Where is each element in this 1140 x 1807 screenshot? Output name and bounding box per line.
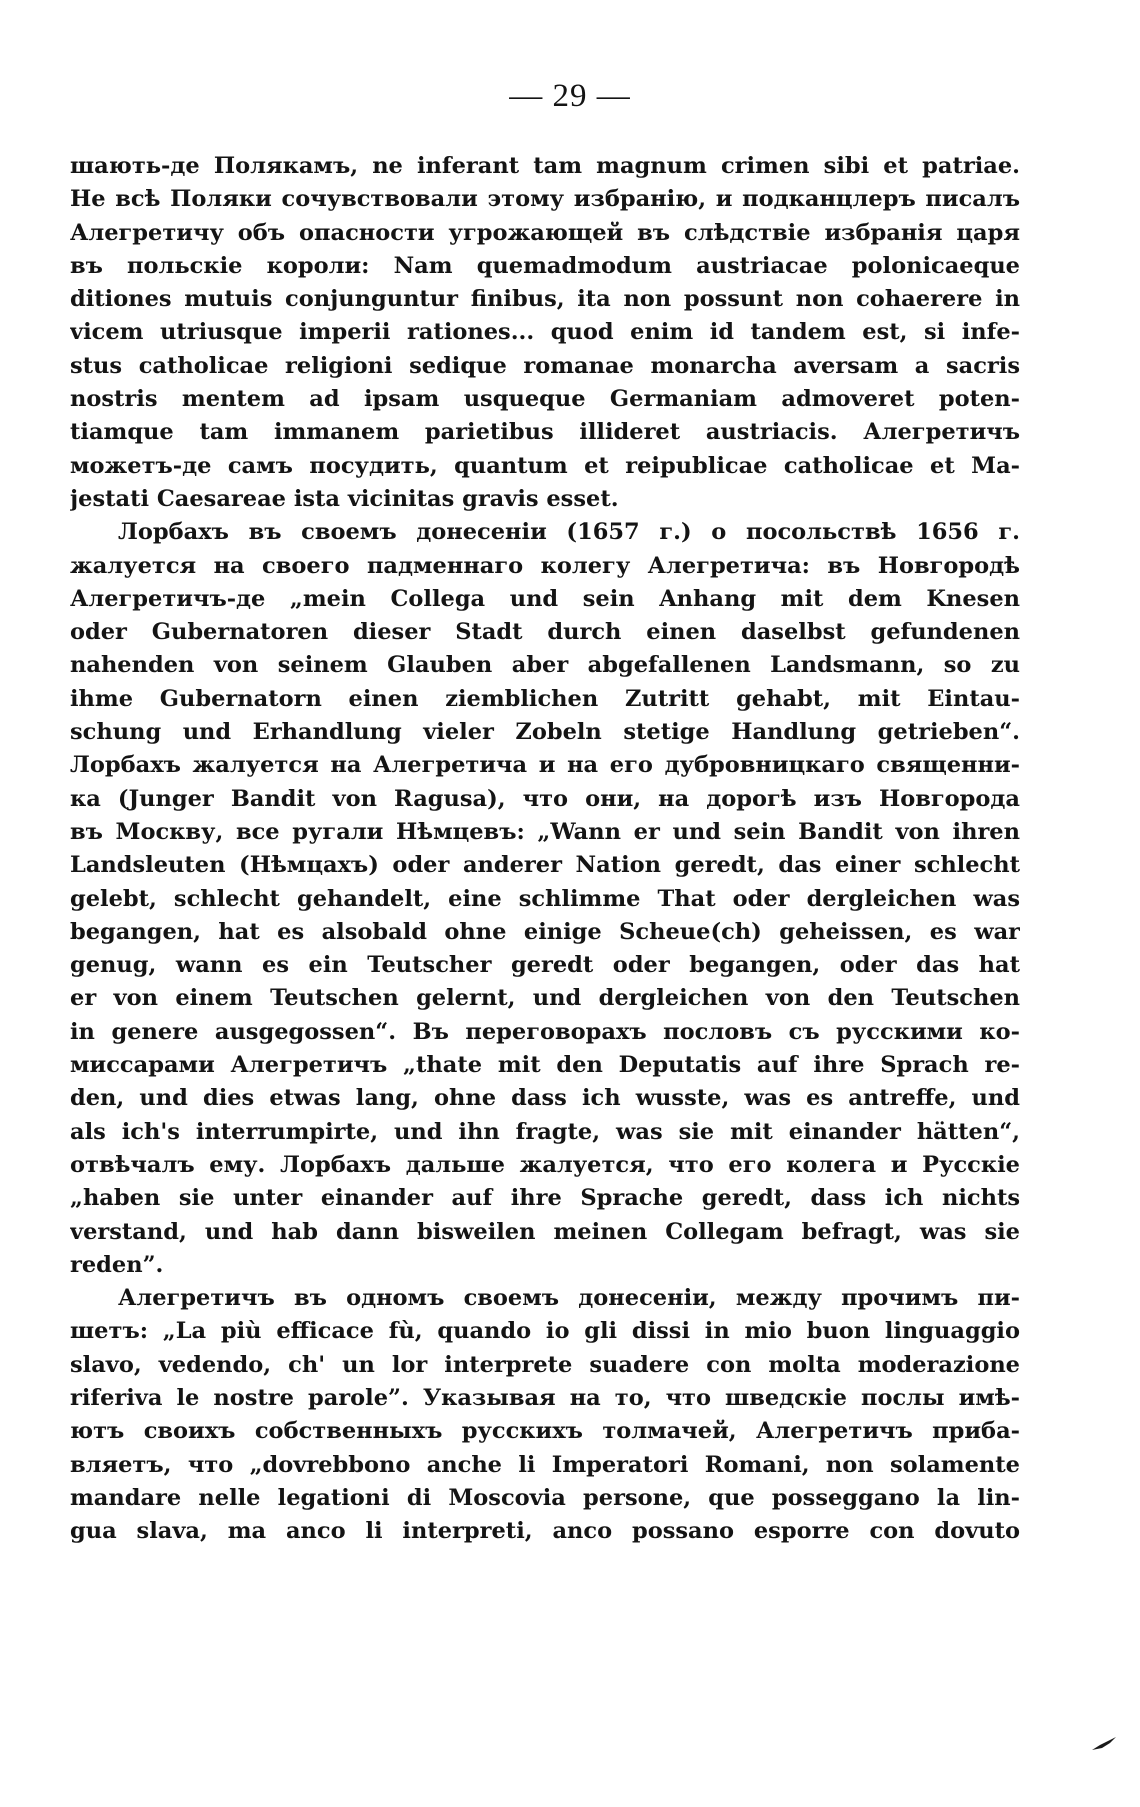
- text-line: nostris mentem ad ipsam usqueque Germaniam admoveret poten-: [70, 386, 1020, 413]
- text-line: als ich's interrumpirte, und ihn fragte, was sie mit einander hätten“,: [70, 1118, 1020, 1145]
- text-line: шають-де Полякамъ, ne inferant tam magnum crimen sibi et patriae.: [70, 153, 1020, 179]
- text-line: миссарами Алегретичъ „thate mit den Deputatis auf ihre Sprach re-: [70, 1052, 1020, 1079]
- text-line: slavo, vedendo, ch' un lor interprete suadere con molta moderazione: [70, 1351, 1020, 1378]
- text-line: in genere ausgegossen“. Въ переговорахъ пословъ съ русскими ко-: [70, 1018, 1020, 1045]
- text-line: er von einem Teutschen gelernt, und dergleichen von den Teutschen: [70, 985, 1020, 1012]
- text-line: nahenden von seinem Glauben aber abgefallenen Landsmann, so zu: [70, 652, 1020, 679]
- text-line: ка (Junger Bandit von Ragusa), что они, на дорогѣ изъ Новгорода: [70, 785, 1020, 812]
- page-number: — 29 —: [509, 78, 631, 114]
- text-line: Алегретичъ въ одномъ своемъ донесеніи, между прочимъ пи-: [118, 1285, 1020, 1312]
- text-line: вляетъ, что „dovrebbono anche li Imperatori Romani, non solamente: [70, 1451, 1020, 1478]
- text-line: Алегретичъ-де „mein Collega und sein Anhang mit dem Knesen: [70, 585, 1020, 612]
- text-line: oder Gubernatoren dieser Stadt durch einen daselbst gefundenen: [70, 619, 1020, 646]
- text-line: verstand, und hab dann bisweilen meinen Collegam befragt, was sie: [70, 1218, 1020, 1245]
- text-line: ютъ своихъ собственныхъ русскихъ толмачей, Алегретичъ приба-: [70, 1418, 1020, 1445]
- text-line: jestati Caesareae ista vicinitas gravis esset.: [70, 485, 619, 512]
- text-line: riferiva le nostre parole”. Указывая на то, что шведскіе послы имѣ-: [70, 1384, 1020, 1411]
- text-line: reden”.: [70, 1251, 164, 1278]
- text-line: Алегретичу объ опасности угрожающей въ слѣдствіе избранія царя: [70, 219, 1020, 246]
- text-line: ditiones mutuis conjunguntur finibus, ita non possunt non cohaerere in: [70, 286, 1020, 313]
- text-line: stus catholicae religioni sedique romanae monarcha aversam a sacris: [70, 352, 1020, 379]
- text-line: ihme Gubernatorn einen ziemblichen Zutritt gehabt, mit Eintau-: [70, 685, 1020, 712]
- text-line: vicem utriusque imperii rationes... quod enim id tandem est, si infe-: [70, 319, 1020, 346]
- text-line: въ Москву, все ругали Нѣмцевъ: „Wann er und sein Bandit von ihren: [70, 818, 1020, 845]
- text-line: „haben sie unter einander auf ihre Sprache geredt, dass ich nichts: [70, 1185, 1020, 1212]
- text-line: можетъ-де самъ посудить, quantum et reipublicae catholicae et Ma-: [70, 452, 1020, 479]
- body-text: [70, 150, 1020, 1548]
- text-line: шетъ: „La più efficace fù, quando io gli dissi in mio buon linguaggio: [70, 1318, 1020, 1345]
- text-line: den, und dies etwas lang, ohne dass ich wusste, was es antreffe, und: [70, 1085, 1020, 1112]
- text-line: gua slava, ma anco li interpreti, anco possano esporre con dovuto: [70, 1518, 1020, 1545]
- text-line: Landsleuten (Нѣмцахъ) oder anderer Nation geredt, das einer schlecht: [70, 852, 1020, 879]
- pencil-mark-icon: [1090, 1736, 1118, 1752]
- text-line: begangen, hat es alsobald ohne einige Scheue(ch) geheissen, es war: [70, 918, 1020, 945]
- text-line: въ польскіе короли: Nam quemadmodum austriacae polonicaeque: [70, 252, 1020, 279]
- text-line: mandare nelle legationi di Moscovia persone, que posseggano la lin-: [70, 1484, 1020, 1511]
- text-line: Лорбахъ жалуется на Алегретича и на его дубровницкаго священни-: [70, 752, 1020, 779]
- text-line: жалуется на своего падменнаго колегу Алегретича: въ Новгородѣ: [70, 552, 1020, 579]
- text-line: Не всѣ Поляки сочувствовали этому избранію, и подканцлеръ писалъ: [70, 186, 1020, 213]
- text-line: Лорбахъ въ своемъ донесеніи (1657 г.) о посольствѣ 1656 г.: [118, 519, 1020, 546]
- text-line: tiamque tam immanem parietibus illideret austriacis. Алегретичъ: [70, 419, 1020, 446]
- text-line: schung und Erhandlung vieler Zobeln stetige Handlung getrieben“.: [70, 719, 1020, 746]
- text-line: gelebt, schlecht gehandelt, eine schlimme That oder dergleichen was: [70, 885, 1020, 912]
- text-line: отвѣчалъ ему. Лорбахъ дальше жалуется, что его колега и Русскіе: [70, 1151, 1020, 1178]
- text-line: genug, wann es ein Teutscher geredt oder begangen, oder das hat: [70, 952, 1020, 979]
